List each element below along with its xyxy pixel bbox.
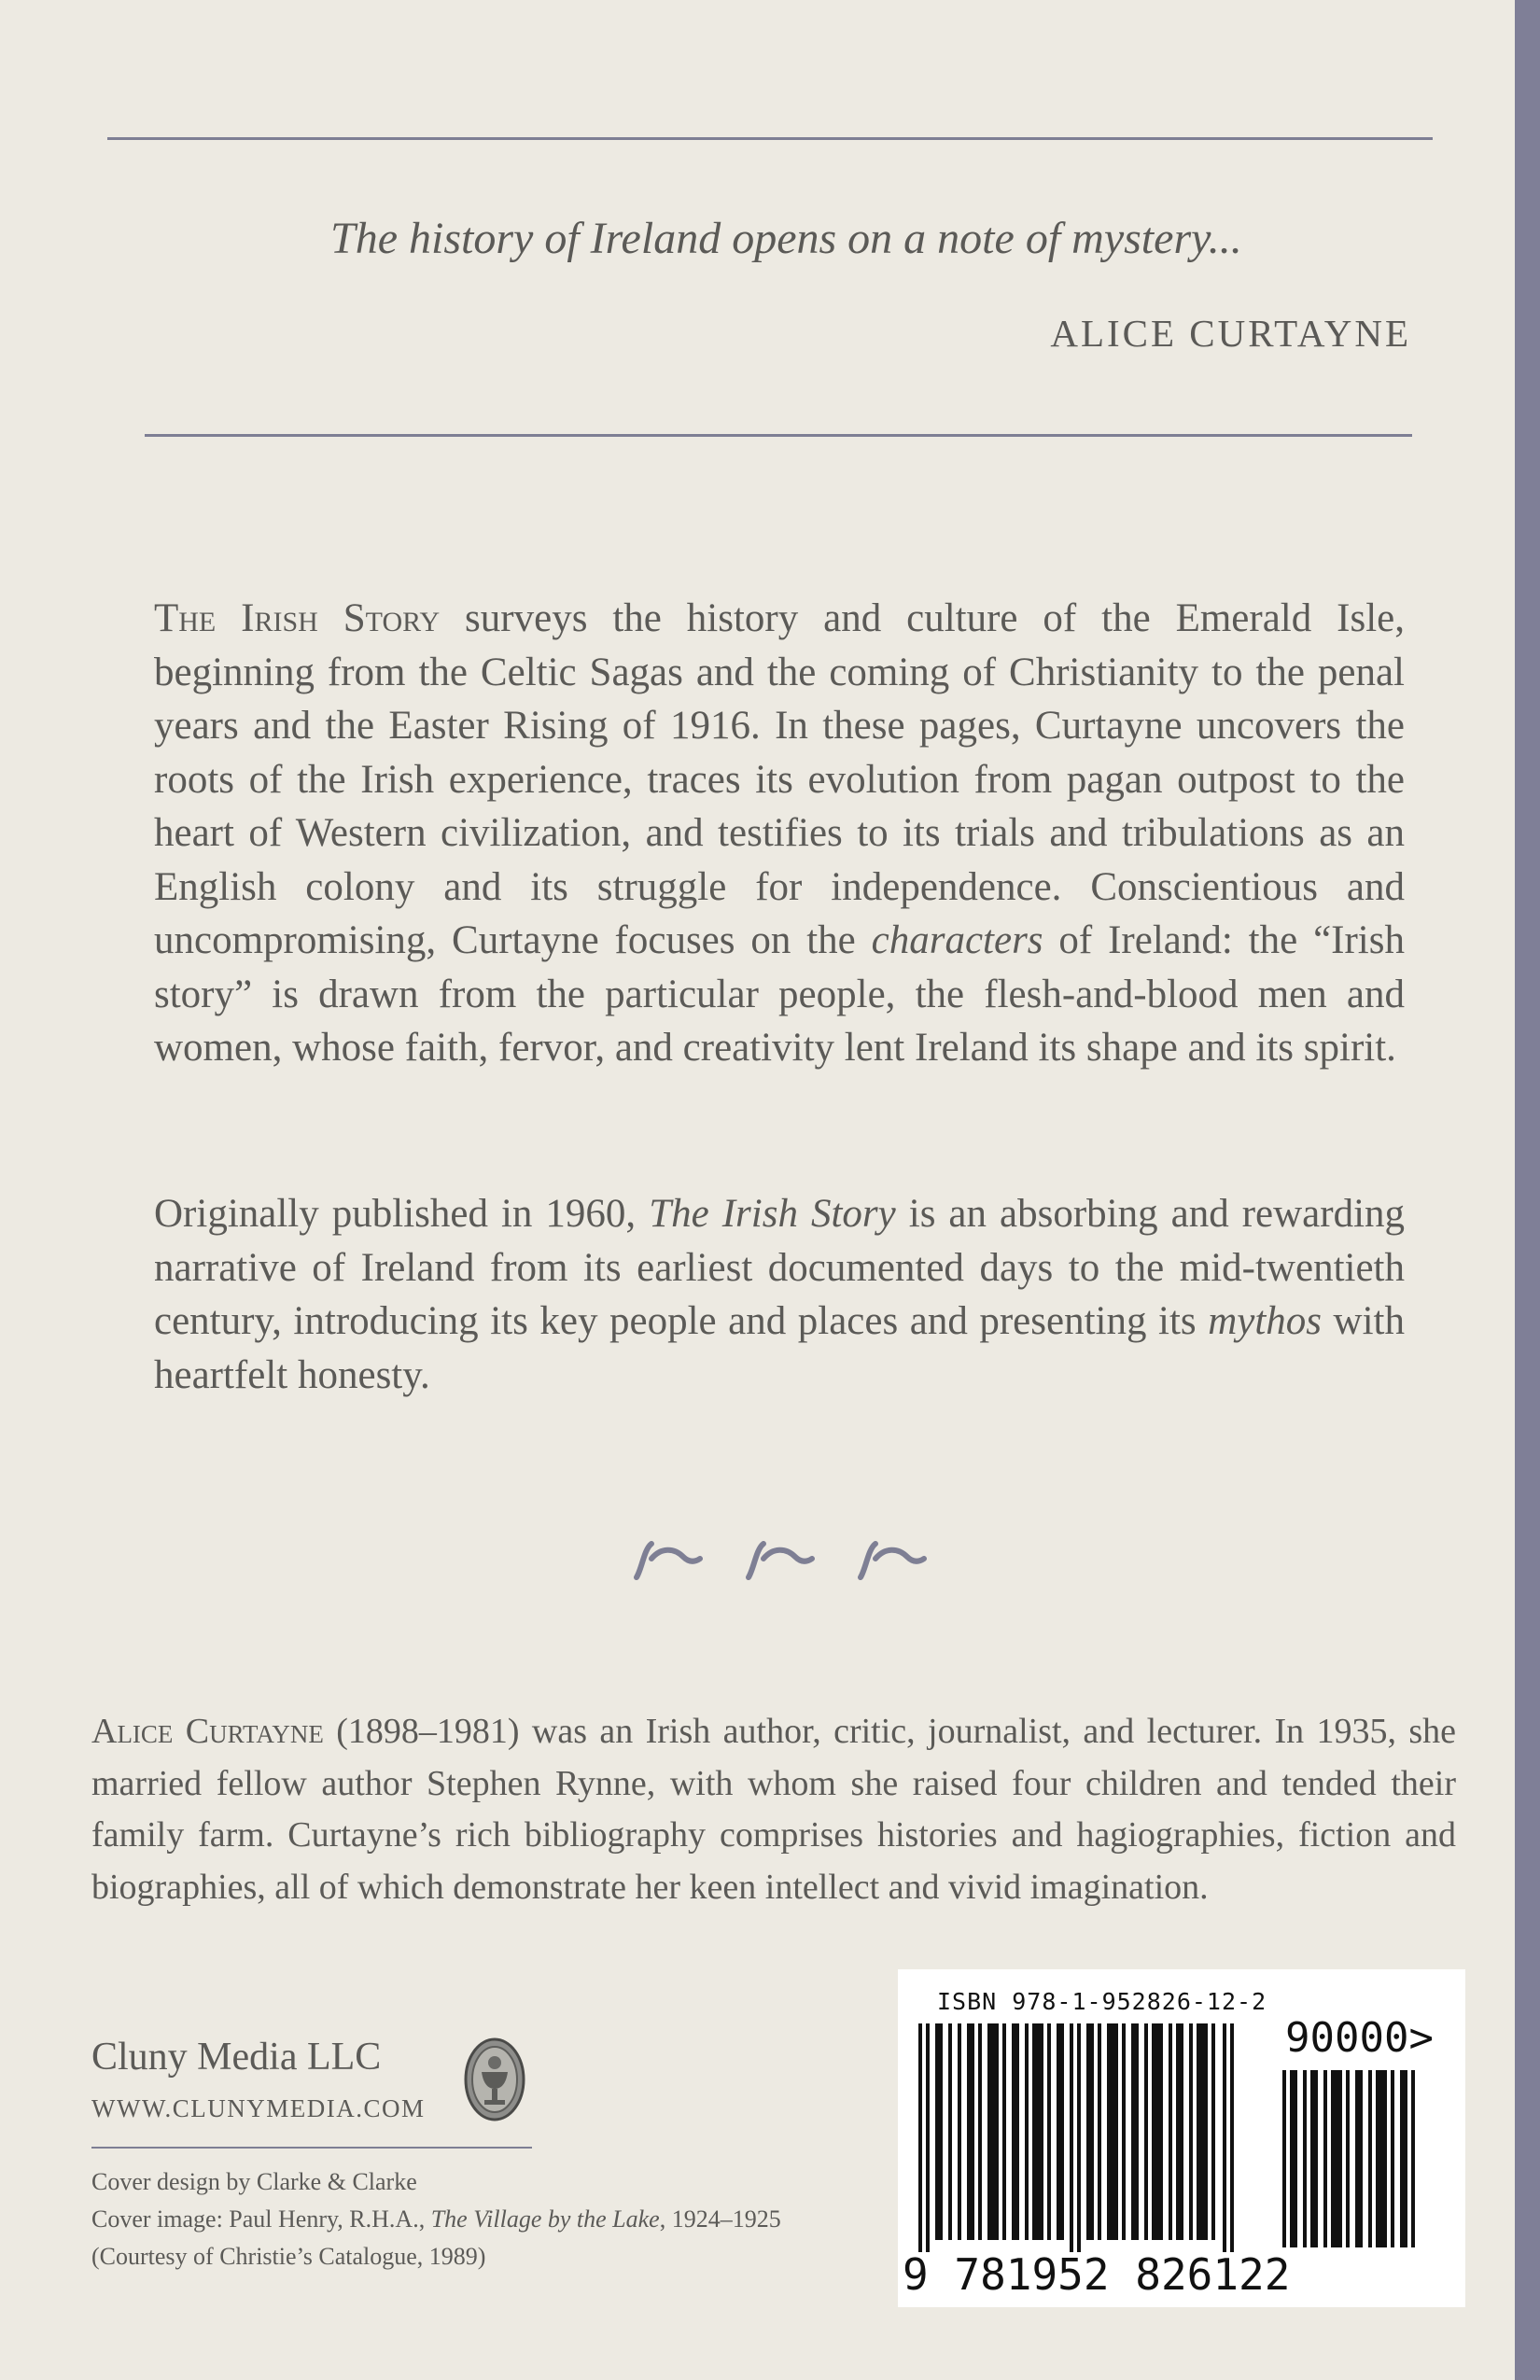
book-title: The Irish Story — [154, 596, 441, 640]
ean-barcode-bars — [915, 2023, 1260, 2252]
price-code: 90000> — [1285, 2014, 1434, 2062]
publisher-website: WWW.CLUNYMEDIA.COM — [91, 2094, 426, 2122]
author-name: Alice Curtayne — [91, 1712, 324, 1751]
epigraph-rule — [145, 434, 1412, 437]
epigraph-quote: The history of Ireland opens on a note of mystery... — [330, 214, 1242, 263]
wave-ornament — [625, 1531, 933, 1596]
barcode — [898, 1969, 1465, 2307]
top-rule — [107, 137, 1433, 140]
book-title-italic: The Irish Story — [649, 1192, 896, 1236]
author-bio: Alice Curtayne (1898–1981) was an Irish author, critic, journalist, and lecturer. In 1935, she married fellow author Stephen Rynne, with whom she raised four children and tended their family farm. Curtayne’s rich bibliography comprises histories and hagiographies, fiction and biographies, all of which demonstrate her keen intellect and vivid imagination. — [91, 1712, 1456, 1907]
publisher-rule — [91, 2147, 532, 2149]
description-paragraph-2: Originally published in 1960, The Irish Story is an absorbing and rewarding narrative of Ireland from its earliest documented days to the mid-twentieth century, introducing its key people and places and presenting its mythos with heartfelt honesty. — [154, 1192, 1406, 1397]
isbn-label: ISBN 978-1-952826-12-2 — [937, 1988, 1267, 2015]
ean-digits: 9 781952 826122 — [903, 2249, 1291, 2300]
epigraph-author: ALICE CURTAYNE — [1050, 312, 1411, 355]
spine-edge — [1515, 0, 1540, 2380]
cover-credits — [91, 2163, 781, 2275]
courtesy-credit: (Courtesy of Christie’s Catalogue, 1989) — [91, 2243, 486, 2270]
design-credit: Cover design by Clarke & Clarke — [91, 2168, 417, 2195]
publisher-name: Cluny Media LLC — [91, 2036, 382, 2079]
description-paragraph-1: The Irish Story surveys the history and culture of the Emerald Isle, beginning from the Celtic Sagas and the coming of Christianity to the penal years and the Easter Rising of 1916. In these pages, Curtayne uncovers the roots of the Irish experience, traces its evolution from pagan outpost to the heart of Western civilization, and testifies to its trials and tribulations as an English colony and its struggle for independence. Conscientious and uncompromising, Curtayne focuses on the characters of Ireland: the “Irish story” is drawn from the particular people, the flesh-and-blood men and women, whose faith, fervor, and creativity lent Ireland its shape and its spirit. — [154, 596, 1405, 1070]
chalice-seal-icon — [463, 2037, 526, 2122]
addon-barcode-bars — [1281, 2070, 1421, 2247]
image-credit: Cover image: Paul Henry, R.H.A., The Village by the Lake, 1924–1925 — [91, 2205, 781, 2233]
